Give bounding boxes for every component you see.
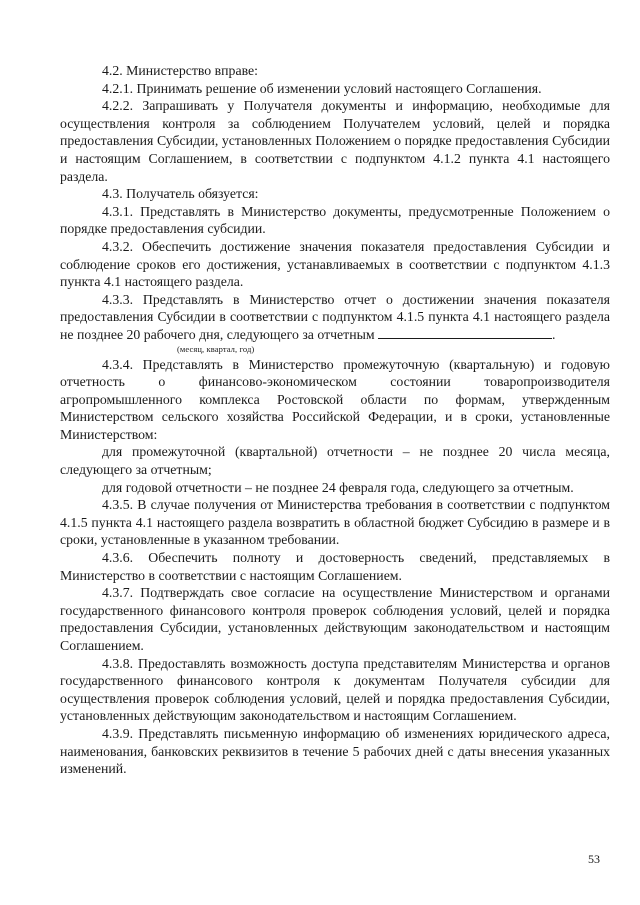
paragraph-4-3-3	[60, 291, 610, 344]
paragraph-4-3-3-text: 4.3.3. Представлять в Министерство отчет о достижении значения показателя предоставления Субсидии в соответствии с подпунктом 4.1.5 пункта 4.1 настоящего раздела не позднее 20 рабочего дня, следующего за отчетным	[60, 291, 610, 342]
paragraph-4-3-4-quarterly: для промежуточной (квартальной) отчетности – не позднее 20 числа месяца, следующего за отчетным;	[60, 444, 610, 478]
period-blank-line	[378, 326, 552, 339]
paragraph-4-3: 4.3. Получатель обязуется:	[102, 186, 259, 202]
paragraph-4-3-7: 4.3.7. Подтверждать свое согласие на осуществление Министерством и органами государственного финансового контроля проверок соблюдения условий, целей и порядка предоставления Субсидии, установленных действующим законодательством и настоящим Соглашением.	[60, 585, 610, 653]
paragraph-4-3-6: 4.3.6. Обеспечить полноту и достоверность сведений, представляемых в Министерство в соответствии с настоящим Соглашением.	[60, 550, 610, 583]
paragraph-4-3-2: 4.3.2. Обеспечить достижение значения показателя предоставления Субсидии и соблюдение сроков его достижения, устанавливаемых в соответствии с подпунктом 4.1.3 пункта 4.1 настоящего раздела.	[60, 238, 610, 290]
paragraph-4-2-1: 4.2.1. Принимать решение об изменении условий настоящего Соглашения.	[102, 80, 542, 96]
paragraph-4-3-5: 4.3.5. В случае получения от Министерства требования в соответствии с подпунктом 4.1.5 пункта 4.1 настоящего раздела возвратить в областной бюджет Субсидию в размере и в сроки, установленные в указанном требовании.	[60, 497, 610, 548]
paragraph-4-3-9: 4.3.9. Представлять письменную информацию об изменениях юридического адреса, наименования, банковских реквизитов в течение 5 рабочих дней с даты внесения указанных изменений.	[60, 725, 610, 777]
paragraph-4-3-3-period: .	[552, 326, 556, 342]
page-number: 53	[588, 852, 600, 866]
paragraph-4-3-4-annual: для годовой отчетности – не позднее 24 февраля года, следующего за отчетным.	[102, 479, 574, 495]
paragraph-4-2-2: 4.2.2. Запрашивать у Получателя документы и информацию, необходимые для осуществления контроля за соблюдением Получателем условий, целей и порядка предоставления Субсидии, установленных Положением о порядке предоставления Субсидии и настоящим Соглашением, в соответствии с подпунктом 4.1.2 пункта 4.1 настоящего раздела.	[60, 98, 610, 184]
paragraph-4-3-4: 4.3.4. Представлять в Министерство промежуточную (квартальную) и годовую отчетность о финансово-экономическом состоянии товаропроизводителя агропромышленного комплекса Ростовской области по формам, утвержденным Министерством сельского хозяйства Российской Федерации, и в сроки, установленные Министерством:	[60, 356, 610, 442]
paragraph-4-3-8: 4.3.8. Предоставлять возможность доступа представителям Министерства и органов государственного финансового контроля к документам Получателя субсидии для осуществления проверок соблюдения условий, целей и порядка предоставления Субсидии, установленных действующим законодательством и настоящим Соглашением.	[60, 655, 610, 724]
document-body	[60, 62, 610, 778]
period-blank-caption: (месяц, квартал, год)	[177, 343, 255, 354]
paragraph-4-3-1: 4.3.1. Представлять в Министерство документы, предусмотренные Положением о порядке предоставления субсидии.	[60, 203, 610, 237]
paragraph-4-2: 4.2. Министерство вправе:	[102, 63, 258, 78]
